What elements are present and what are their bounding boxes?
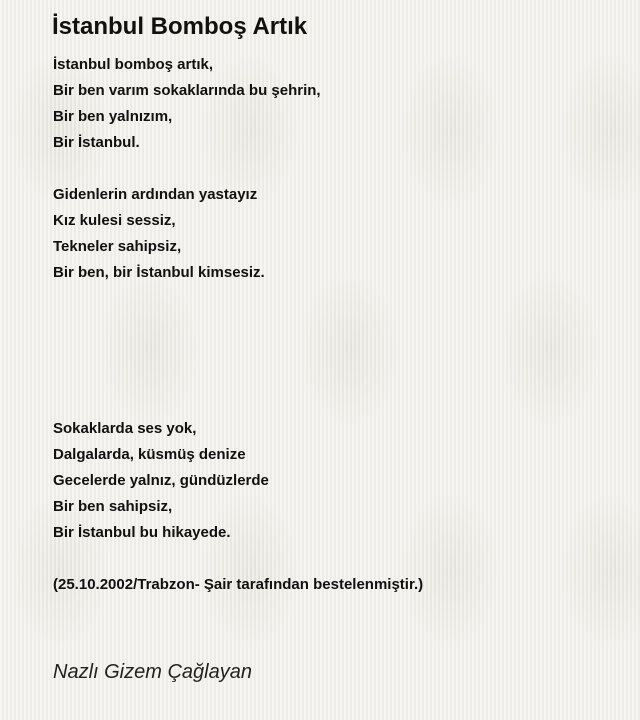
poem-line: Bir İstanbul. <box>53 134 140 151</box>
poem-line: Tekneler sahipsiz, <box>53 238 182 255</box>
poem-line: Bir ben, bir İstanbul kimsesiz. <box>53 264 265 281</box>
poem-line: Dalgalarda, küsmüş denize <box>53 446 246 463</box>
poem-line: İstanbul bomboş artık, <box>53 56 214 73</box>
poem-line: Gecelerde yalnız, gündüzlerde <box>53 472 269 489</box>
poem-line: Bir ben yalnızım, <box>53 108 173 125</box>
poem-line: Bir İstanbul bu hikayede. <box>53 524 231 541</box>
poem-line: Bir ben varım sokaklarında bu şehrin, <box>53 82 321 99</box>
poem-line: Gidenlerin ardından yastayız <box>53 186 258 203</box>
poem-note: (25.10.2002/Trabzon- Şair tarafından bestelenmiştir.) <box>53 576 424 593</box>
poem-line: Sokaklarda ses yok, <box>53 420 197 437</box>
poem-line: Kız kulesi sessiz, <box>53 212 176 229</box>
stanza-1 <box>53 52 613 156</box>
poem-body <box>53 52 613 598</box>
poem-title: İstanbul Bomboş Artık <box>52 13 308 40</box>
poem-line: Bir ben sahipsiz, <box>53 498 173 515</box>
stanza-2 <box>53 182 613 286</box>
stanza-3 <box>53 416 613 546</box>
poem-author: Nazlı Gizem Çağlayan <box>53 661 252 683</box>
